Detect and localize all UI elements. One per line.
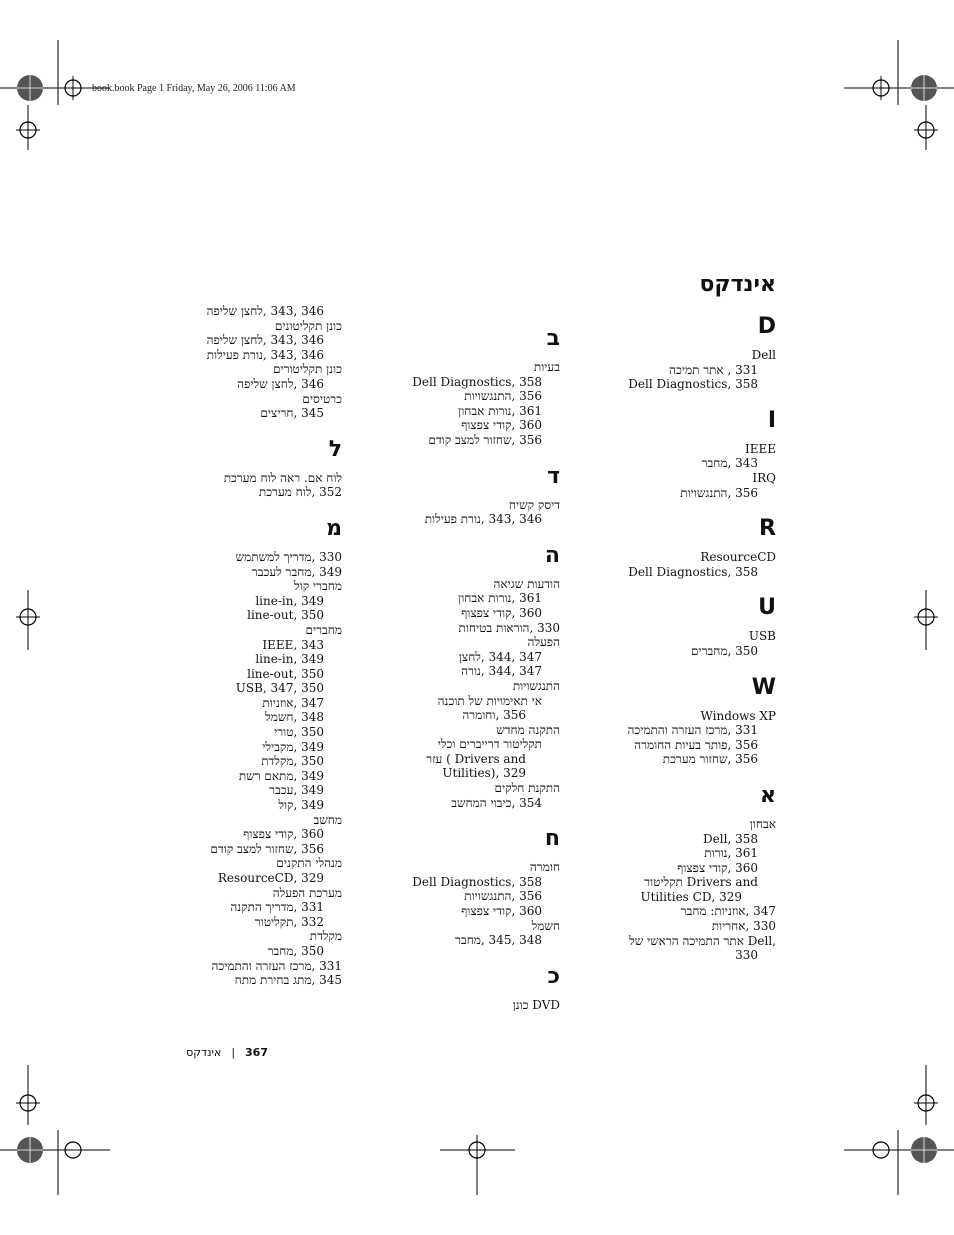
index-entry: 360 ,קודי צפצוף (461, 605, 542, 620)
index-entry: חשמל (531, 918, 560, 933)
index-letter-heading: D (757, 314, 776, 339)
index-entry: 352 ,לוח מערכת (258, 485, 342, 500)
index-entry: 356 ,התנגשויות (464, 889, 542, 904)
index-letter-heading: א (759, 782, 776, 808)
index-entry: 347 ,אוזניות (262, 695, 324, 710)
index-entry: 331 ,מרכז העזרה והתמיכה (211, 958, 342, 973)
index-section (385, 826, 560, 948)
index-entry: 356 ,שחזור למצב קודם (428, 432, 542, 447)
index-entry: 346 ,לחצן שליפה (237, 376, 324, 391)
index-section (385, 326, 560, 448)
index-section (601, 516, 776, 579)
index-entry: 330 ,מדריך למשתמש (235, 549, 342, 564)
index-entry: 350 ,מקלדת (261, 754, 324, 769)
index-entry: 349 ,מחבר לעכבר (251, 564, 342, 579)
footer-label: אינדקס (186, 1046, 222, 1059)
index-section (167, 516, 342, 988)
index-section (601, 314, 776, 392)
index-entry: אי תאימויות של תוכנה (437, 693, 542, 708)
index-entry: חומרה (529, 860, 560, 875)
index-entry: בעיות (533, 360, 560, 374)
index-entry: 360 ,קודי צפצוף (461, 904, 542, 919)
index-entry: מקלדת (309, 929, 342, 944)
index-entry: 349 ,line-in (255, 593, 324, 608)
index-entry: 346 ,343 ,נורת פעילות (424, 512, 542, 527)
index-entry: מחברים (305, 622, 342, 637)
index-entry: 349 ,קול (278, 798, 324, 813)
index-section (167, 304, 342, 421)
index-entry: דיסק קשיח (508, 497, 560, 512)
page-number: 367 (245, 1046, 268, 1059)
index-letter-heading: ב (546, 326, 560, 351)
index-entry: מנהלי התקנים (276, 856, 342, 871)
index-entry: 347 ,אוזניות: מחבר (680, 904, 776, 919)
index-entry: 329 ,(Utilities (442, 766, 526, 781)
index-entry: התקנת חלקים (494, 781, 560, 796)
index-entry: 358 ,Dell Diagnostics (628, 564, 758, 579)
index-entry: התנגשויות (512, 678, 560, 693)
index-entry: DVD כונן (512, 997, 560, 1012)
print-header: book.book Page 1 Friday, May 26, 2006 11:06 AM (92, 83, 296, 94)
index-entry: IEEE (744, 441, 776, 456)
index-entry: 360 ,קודי צפצוף (461, 418, 542, 433)
index-entry: 343 ,מחבר (701, 456, 758, 471)
index-section (385, 543, 560, 811)
index-entry: 350 ,טורי (274, 725, 324, 740)
index-entry: 343 ,IEEE (262, 637, 324, 652)
index-letter-heading: ה (544, 542, 560, 568)
index-entry: כונן תקליטורים (272, 362, 342, 377)
index-entry: 350 ,מחבר (267, 943, 324, 958)
index-entry: 361 ,נורות אבחון (458, 403, 542, 418)
index-entry: 356 ,וחומרה (462, 708, 526, 723)
index-entry: 349 ,מתאם רשת (238, 768, 324, 783)
index-entry: 356 ,התנגשויות (464, 389, 542, 404)
index-entry: ResourceCD (700, 550, 776, 565)
index-section (167, 437, 342, 500)
index-entry: IRQ (752, 470, 776, 485)
index-entry: 329 ,Utilities CD (640, 889, 742, 904)
index-entry: 360 ,קודי צפצוף (243, 827, 324, 842)
index-entry: 331 ,מרכז העזרה והתמיכה (627, 723, 758, 738)
index-entry: התקנה מחדש (496, 722, 560, 737)
index-entry: 349 ,מקבילי (262, 739, 324, 754)
index-letter-heading: ל (328, 436, 342, 462)
index-entry: Drivers and תקליטור (644, 875, 758, 890)
index-entry: 358 ,Dell Diagnostics (628, 377, 758, 392)
index-entry: 348 ,חשמל (265, 710, 324, 725)
index-entry: הודעות שגיאה (493, 576, 560, 591)
index-entry: 356 ,פותר בעיות החומרה (634, 737, 758, 752)
index-entry: 354 ,כיבוי המחשב (451, 795, 542, 810)
index-section (601, 675, 776, 767)
index-entry: 349 ,עכבר (269, 783, 324, 798)
index-entry: 356 ,התנגשויות (680, 485, 758, 500)
index-entry: ,Dell אתר התמיכה הראשי של (629, 933, 776, 948)
index-entry: 347 ,344 ,לחצן (458, 649, 542, 664)
index-entry: מחברי קול (294, 579, 342, 594)
index-entry: Dell (751, 348, 776, 362)
index-entry: 361 ,נורות אבחון (458, 591, 542, 606)
index-entry: 358 ,Dell Diagnostics (412, 874, 542, 889)
index-entry: כרטיסים (302, 391, 342, 406)
index-entry: מערכת הפעלה (272, 885, 342, 900)
index-entry: 356 ,שחזור למצב קודם (210, 841, 324, 856)
index-section (601, 408, 776, 500)
index-entry: 330 ,הוראות בטיחות (458, 620, 560, 635)
index-entry: תקליטור דרייברים וכלי (437, 737, 542, 752)
index-entry: 330 (735, 948, 758, 963)
index-letter-heading: U (758, 595, 776, 621)
index-section (601, 783, 776, 963)
index-entry: 332 ,תקליטור (254, 914, 324, 929)
index-entry: מחשב (313, 812, 342, 827)
index-section (601, 595, 776, 658)
index-entry: Drivers and ) עזר (426, 751, 526, 766)
index-letter-heading: R (759, 516, 776, 542)
index-entry: 350 ,מחברים (690, 643, 758, 658)
index-entry: 345 ,חריצים (260, 406, 324, 421)
index-entry: 361 ,נורות (704, 846, 758, 861)
index-entry: 346 ,343 ,נורת פעילות (206, 347, 324, 362)
index-entry: אבחון (749, 816, 776, 831)
index-entry: 349 ,line-in (255, 652, 324, 667)
index-entry: 348 ,345 ,מחבר (455, 933, 542, 948)
index-letter-heading: W (751, 674, 776, 700)
index-column-middle (385, 326, 560, 1028)
index-entry: 330 ,אחריות (711, 919, 776, 934)
index-letter-heading: ח (544, 826, 560, 852)
page-title: אינדקס (699, 272, 776, 297)
index-entry: 350 ,line-out (247, 608, 324, 623)
index-entry: 331 ,מדריך התקנה (230, 900, 324, 915)
index-entry: 358 ,Dell (703, 831, 758, 846)
footer-separator: | (231, 1046, 236, 1059)
index-entry: 346 ,343 ,לחצן שליפה (206, 333, 324, 348)
index-entry: USB (748, 629, 776, 644)
index-entry: 331 , אתר תמיכה (669, 362, 758, 377)
index-section (385, 464, 560, 527)
index-entry: הפעלה (527, 635, 560, 650)
index-entry: 346 ,343 ,לחצן שליפה (206, 304, 324, 318)
index-entry: 347 ,344 ,נורה (461, 664, 542, 679)
index-column-left (167, 304, 342, 1004)
index-letter-heading: I (767, 407, 776, 433)
index-entry: 350 ,line-out (247, 666, 324, 681)
index-entry: 329 ,ResourceCD (217, 871, 324, 885)
index-entry: 350 ,347 ,USB (235, 681, 324, 696)
index-entry: 358 ,Dell Diagnostics (412, 374, 542, 389)
index-letter-heading: ד (547, 463, 560, 489)
index-entry: 356 ,שחזור מערכת (662, 752, 758, 767)
index-section (385, 964, 560, 1013)
index-entry: לוח אם. ראה לוח מערכת (223, 470, 342, 485)
page-footer (186, 1046, 268, 1059)
index-letter-heading: מ (326, 515, 342, 541)
index-column-right (601, 314, 776, 979)
index-entry: 345 ,מתג בחירת מתח (234, 973, 342, 988)
index-entry: כונן תקליטונים (274, 318, 342, 333)
index-entry: 360 ,קודי צפצוף (677, 860, 758, 875)
index-entry: Windows XP (700, 708, 776, 723)
index-letter-heading: כ (547, 963, 560, 989)
